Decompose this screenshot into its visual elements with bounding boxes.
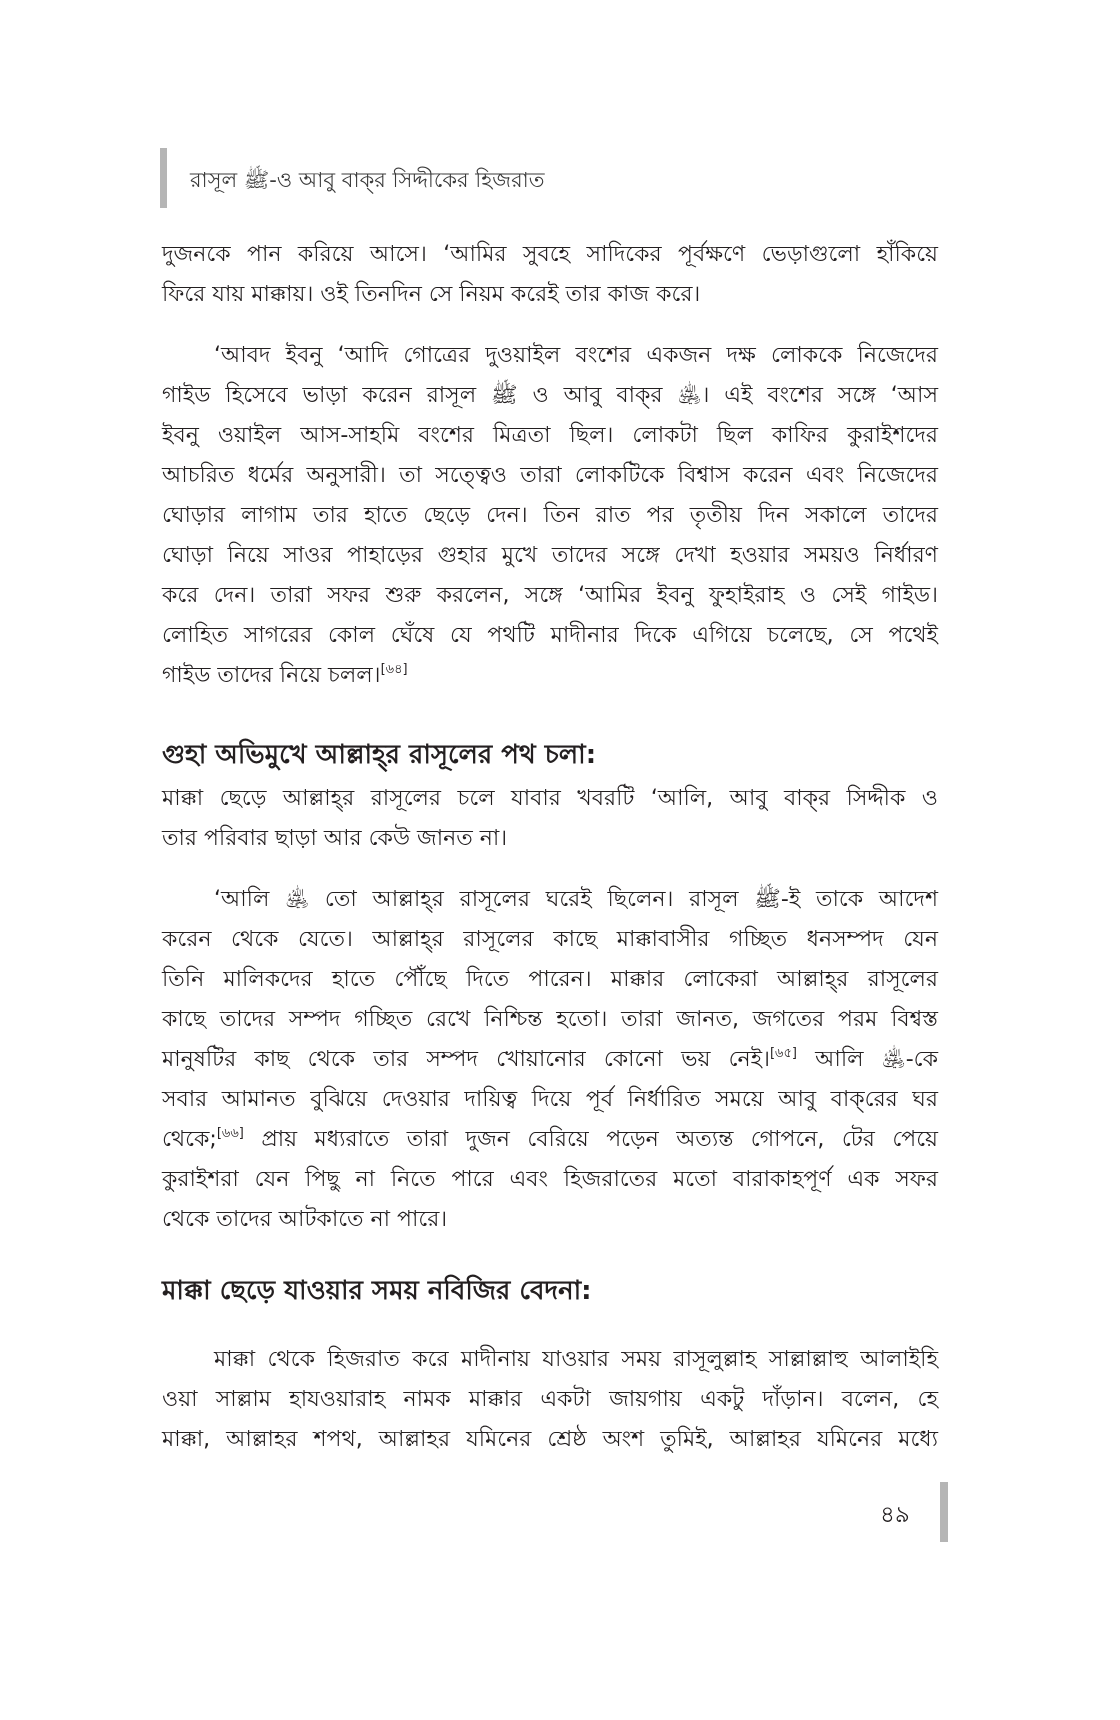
text-line: করেন থেকে যেতে। আল্লাহ্‌র রাসূলের কাছে মাক্কাবাসীর গচ্ছিত ধনসম্পদ যেন	[162, 927, 938, 952]
text-line: ফিরে যায় মাক্কায়। ওই তিনদিন সে নিয়ম করেই তার কাজ করে।	[162, 282, 701, 307]
section-heading: মাক্কা ছেড়ে যাওয়ার সময় নবিজির বেদনা:	[162, 1276, 592, 1306]
text-line: মাক্কা, আল্লাহর শপথ, আল্লাহর যমিনের শ্রেষ্ঠ অংশ তুমিই, আল্লাহর যমিনের মধ্যে	[162, 1427, 938, 1452]
footnote-ref: [৬৬]	[216, 1126, 244, 1141]
paragraph	[162, 235, 938, 315]
paragraph	[162, 880, 938, 1240]
text-line: কুরাইশরা যেন পিছু না নিতে পারে এবং হিজরাতের মতো বারাকাহপূর্ণ এক সফর	[162, 1167, 938, 1192]
text-line	[162, 1120, 938, 1160]
running-title: রাসূল ﷺ-ও আবু বাক্‌র সিদ্দীকের হিজরাত	[190, 168, 545, 192]
text-line: ঘোড়ার লাগাম তার হাতে ছেড়ে দেন। তিন রাত পর তৃতীয় দিন সকালে তাদের	[162, 503, 938, 528]
text-line: ওয়া সাল্লাম হাযওয়ারাহ নামক মাক্কার একটা জায়গায় একটু দাঁড়ান। বলেন, হে	[162, 1387, 938, 1412]
text-line: মাক্কা ছেড়ে আল্লাহ্‌র রাসূলের চলে যাবার খবরটি ‘আলি, আবু বাক্‌র সিদ্দীক ও	[162, 786, 938, 811]
text-line: মাক্কা থেকে হিজরাত করে মাদীনায় যাওয়ার সময় রাসূলুল্লাহ সাল্লাল্লাহু আলাইহি	[214, 1347, 938, 1372]
line-text: গাইড তাদের নিয়ে চলল।	[162, 663, 381, 688]
footer-rule	[940, 1482, 948, 1542]
footnote-ref: [৬৫]	[769, 1046, 797, 1061]
text-line: করে দেন। তারা সফর শুরু করলেন, সঙ্গে ‘আমির ইবনু ফুহাইরাহ ও সেই গাইড।	[162, 583, 938, 608]
text-line: তার পরিবার ছাড়া আর কেউ জানত না।	[162, 826, 508, 851]
text-line: সবার আমানত বুঝিয়ে দেওয়ার দায়িত্ব দিয়ে পূর্ব নির্ধারিত সময়ে আবু বাক্‌রের ঘর	[162, 1087, 938, 1112]
text-line: ‘আলি ﵁ তো আল্লাহ্‌র রাসূলের ঘরেই ছিলেন। রাসূল ﷺ-ই তাকে আদেশ	[214, 887, 938, 912]
text-line	[162, 656, 938, 696]
text-line: কাছে তাদের সম্পদ গচ্ছিত রেখে নিশ্চিন্ত হতো। তারা জানত, জগতের পরম বিশ্বস্ত	[162, 1007, 938, 1032]
page-number: ৪৯	[880, 1502, 910, 1528]
text-line: ইবনু ওয়াইল আস-সাহমি বংশের মিত্রতা ছিল। লোকটা ছিল কাফির কুরাইশদের	[162, 423, 938, 448]
header-rule	[160, 148, 167, 208]
text-line: লোহিত সাগরের কোল ঘেঁষে যে পথটি মাদীনার দিকে এগিয়ে চলেছে, সে পথেই	[162, 623, 938, 648]
text-line: গাইড হিসেবে ভাড়া করেন রাসূল ﷺ ও আবু বাক্‌র ﵁। এই বংশের সঙ্গে ‘আস	[162, 383, 938, 408]
text-line	[162, 1040, 938, 1080]
line-text: আলি ﵁-কে	[797, 1047, 938, 1072]
text-line: থেকে তাদের আটকাতে না পারে।	[162, 1207, 448, 1232]
line-text: মানুষটির কাছ থেকে তার সম্পদ খোয়ানোর কোনো ভয় নেই।	[162, 1047, 770, 1072]
text-line: ঘোড়া নিয়ে সাওর পাহাড়ের গুহার মুখে তাদের সঙ্গে দেখা হওয়ার সময়ও নির্ধারণ	[162, 543, 938, 568]
text-line: তিনি মালিকদের হাতে পৌঁছে দিতে পারেন। মাক্কার লোকেরা আল্লাহ্‌র রাসূলের	[162, 967, 938, 992]
line-text: প্রায় মধ্যরাতে তারা দুজন বেরিয়ে পড়েন অত্যন্ত গোপনে, টের পেয়ে	[243, 1127, 938, 1152]
section-heading: গুহা অভিমুখে আল্লাহ্‌র রাসূলের পথ চলা:	[162, 740, 597, 770]
text-line: আচরিত ধর্মের অনুসারী। তা সত্ত্বেও তারা লোকটিকে বিশ্বাস করেন এবং নিজেদের	[162, 463, 938, 488]
paragraph	[162, 779, 938, 859]
paragraph	[162, 1340, 938, 1460]
text-line: দুজনকে পান করিয়ে আসে। ‘আমির সুবহে সাদিকের পূর্বক্ষণে ভেড়াগুলো হাঁকিয়ে	[162, 242, 938, 267]
line-text: থেকে;	[162, 1127, 217, 1152]
paragraph	[162, 336, 938, 696]
footnote-ref: [৬৪]	[380, 662, 408, 677]
text-line: ‘আবদ ইবনু ‘আদি গোত্রের দুওয়াইল বংশের একজন দক্ষ লোককে নিজেদের	[214, 343, 938, 368]
